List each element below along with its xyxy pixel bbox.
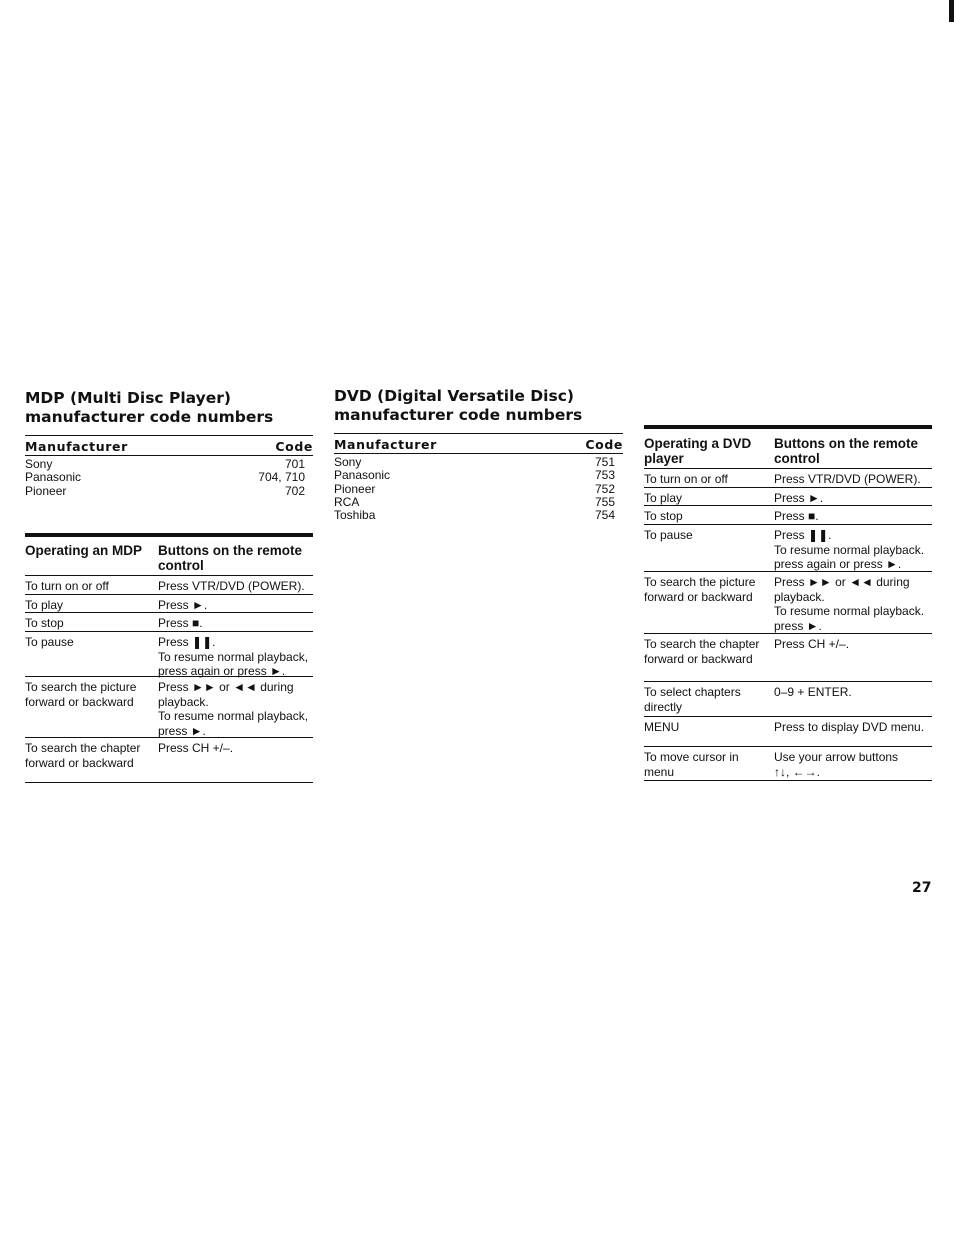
operation-action: To pause (25, 635, 74, 649)
dvd-title-line2: manufacturer code numbers (334, 406, 583, 424)
code-row (334, 469, 623, 482)
operation-action: To search the picture forward or backward (25, 680, 137, 709)
operation-row (644, 469, 932, 488)
code-row (334, 483, 623, 496)
mdp-code-list (25, 458, 313, 498)
button-instruction-line: Press to display DVD menu. (774, 720, 925, 734)
button-instruction-line: press ►. (774, 618, 822, 633)
page-number: 27 (912, 880, 932, 896)
button-instruction-line: To resume normal playback. (774, 604, 925, 618)
button-instruction-line: playback. (774, 589, 825, 604)
mdp-ops-header-operation: Operating an MDP (25, 543, 143, 558)
operation-action: To turn on or off (644, 472, 728, 486)
dvd-code-section (334, 387, 623, 522)
mdp-ops-header (25, 537, 313, 576)
mdp-title-line2: manufacturer code numbers (25, 408, 274, 426)
dvd-code-table-header (334, 433, 623, 454)
operation-action: To search the chapter forward or backward (644, 637, 760, 666)
button-instruction-line: Press ■. (158, 616, 203, 630)
button-instruction-line: Press VTR/DVD (POWER). (158, 579, 305, 593)
mdp-code-section (25, 389, 313, 498)
mdp-title (25, 389, 313, 427)
operation-buttons (158, 635, 313, 676)
button-instruction-line: Press ►. (158, 598, 208, 612)
operation-action: To play (644, 491, 683, 505)
manufacturer-name: Pioneer (334, 481, 376, 496)
manufacturer-name: Sony (25, 457, 53, 471)
manufacturer-name: Panasonic (334, 468, 391, 483)
button-instruction-line: Press ►► or ◄◄ during (774, 575, 910, 589)
operation-action: To stop (25, 616, 64, 630)
operation-buttons (158, 616, 313, 631)
dvd-title (334, 387, 623, 425)
operation-action: To pause (644, 528, 693, 542)
button-instruction-line: playback. (158, 694, 209, 709)
code-row (25, 458, 313, 471)
operation-row (25, 576, 313, 595)
button-instruction-line: Use your arrow buttons (774, 750, 899, 764)
manufacturer-code: 751 (594, 455, 615, 469)
dvd-ops-header-operation: Operating a DVD player (644, 436, 752, 466)
button-instruction-line: Press ❚❚. (774, 528, 832, 542)
operation-row (644, 634, 932, 682)
dvd-ops-rows (644, 469, 932, 781)
code-row (25, 471, 313, 484)
button-instruction-line: ↑↓, ←→. (774, 764, 821, 779)
operation-buttons (158, 680, 313, 737)
manufacturer-name: Pioneer (25, 483, 67, 498)
mdp-ops-header-buttons: Buttons on the remote control (158, 543, 302, 573)
button-instruction-line: To resume normal playback, (158, 649, 309, 664)
dvd-operations-table (644, 425, 932, 781)
dvd-col-code: Code (585, 437, 623, 452)
code-row (334, 456, 623, 469)
button-instruction-line: press again or press ►. (774, 557, 902, 571)
page-edge-mark (949, 0, 954, 22)
operation-row (644, 506, 932, 525)
operation-row (25, 738, 313, 783)
dvd-ops-header-buttons: Buttons on the remote control (774, 436, 918, 466)
button-instruction-line: Press ►► or ◄◄ during (158, 680, 294, 694)
operation-action: To play (25, 598, 64, 612)
operation-row (644, 572, 932, 634)
operation-buttons (774, 685, 932, 716)
button-instruction-line: To resume normal playback, (158, 709, 309, 723)
operation-action: To move cursor in menu (644, 750, 739, 779)
button-instruction-line: press again or press ►. (158, 664, 286, 678)
operation-buttons (774, 637, 932, 681)
dvd-title-line1: DVD (Digital Versatile Disc) (334, 387, 574, 405)
operation-row (644, 747, 932, 781)
operation-row (644, 717, 932, 747)
manufacturer-code: 702 (284, 483, 305, 498)
operation-buttons (774, 528, 932, 571)
operation-buttons (158, 579, 313, 594)
operation-buttons (774, 472, 932, 487)
dvd-col-manufacturer: Manufacturer (334, 437, 437, 452)
operation-buttons (774, 509, 932, 524)
manufacturer-code: 753 (594, 468, 615, 483)
operation-buttons (158, 741, 313, 782)
operation-row (644, 682, 932, 717)
operation-action: To stop (644, 509, 683, 523)
manufacturer-name: Sony (334, 455, 362, 469)
manufacturer-name: Panasonic (25, 470, 82, 485)
mdp-code-table-header (25, 435, 313, 456)
mdp-operations-table (25, 533, 313, 783)
mdp-title-line1: MDP (Multi Disc Player) (25, 389, 232, 407)
operation-action: To turn on or off (25, 579, 109, 593)
button-instruction-line: Press ■. (774, 509, 819, 523)
code-row (334, 509, 623, 522)
mdp-col-code: Code (275, 439, 313, 454)
operation-row (25, 677, 313, 738)
manufacturer-code: 754 (594, 508, 615, 523)
operation-row (644, 525, 932, 572)
manufacturer-name: RCA (334, 494, 360, 509)
operation-row (25, 632, 313, 677)
button-instruction-line: To resume normal playback. (774, 542, 925, 557)
button-instruction-line: 0–9 + ENTER. (774, 685, 852, 699)
button-instruction-line: Press VTR/DVD (POWER). (774, 472, 921, 486)
manufacturer-name: Toshiba (334, 508, 376, 523)
operation-action: To search the chapter forward or backward (25, 741, 141, 770)
operation-buttons (774, 575, 932, 633)
operation-buttons (774, 750, 932, 780)
operation-buttons (774, 491, 932, 505)
manufacturer-code: 755 (594, 494, 615, 509)
manufacturer-code: 701 (284, 457, 305, 471)
code-row (25, 485, 313, 498)
operation-action: To search the picture forward or backward (644, 575, 756, 604)
manufacturer-code: 704, 710 (258, 470, 305, 485)
operation-row (25, 613, 313, 632)
button-instruction-line: Press CH +/–. (158, 741, 234, 755)
dvd-code-list (334, 456, 623, 522)
manufacturer-code: 752 (594, 481, 615, 496)
button-instruction-line: press ►. (158, 723, 206, 738)
button-instruction-line: Press ❚❚. (158, 635, 216, 649)
dvd-ops-header (644, 429, 932, 469)
button-instruction-line: Press CH +/–. (774, 637, 850, 651)
button-instruction-line: Press ►. (774, 491, 824, 505)
operation-action: MENU (644, 720, 680, 734)
mdp-ops-rows (25, 576, 313, 783)
code-row (334, 496, 623, 509)
operation-buttons (774, 720, 932, 746)
mdp-col-manufacturer: Manufacturer (25, 439, 128, 454)
operation-row (644, 488, 932, 506)
operation-buttons (158, 598, 313, 612)
operation-row (25, 595, 313, 613)
operation-action: To select chapters directly (644, 685, 741, 714)
